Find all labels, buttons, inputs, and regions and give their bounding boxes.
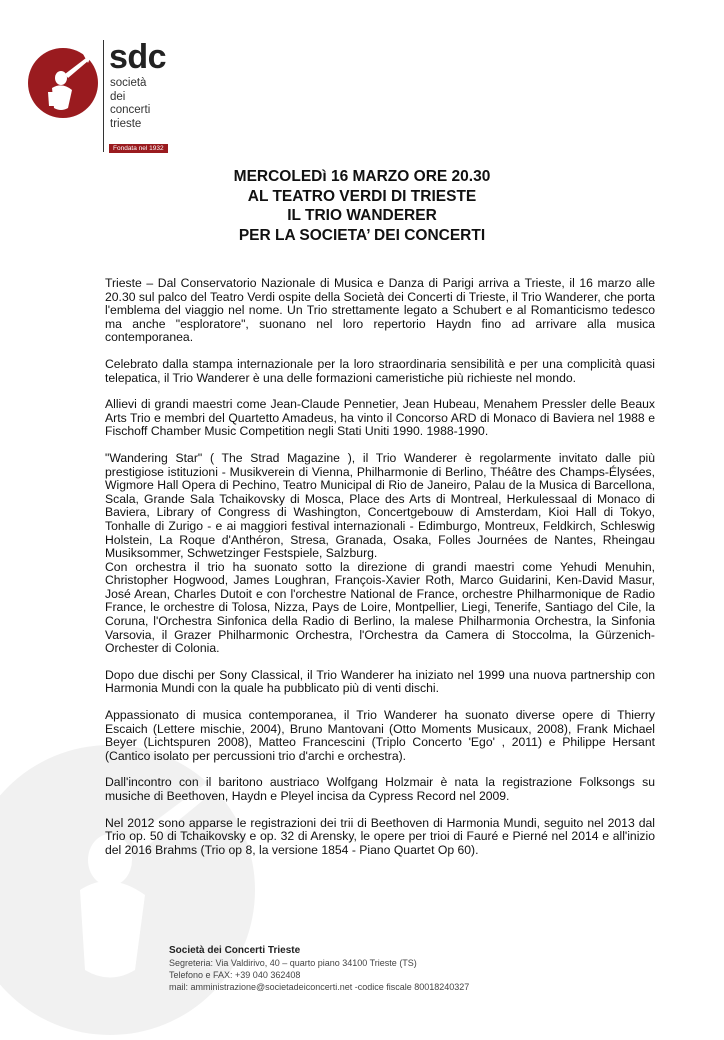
footer-title: Società dei Concerti Trieste xyxy=(169,945,301,956)
paragraph: "Wandering Star" ( The Strad Magazine ), il Trio Wanderer è regolarmente invitato dalle più prestigiose istituzioni - Musikverein di Vienna, Philharmonie di Berlino, Théâtre des Champs-Élysées, Wigmore Hall Opera di Pechino, Teatro Municipal di Rio de Janeiro, Palau de la Musica di Barcellona, Scala, Grande Sala Tchaikovsky di Mosca, Place des Arts di Montreal, Herkulessaal di Monaco di Baviera, Library of Congress di Washington, Concertgebouw di Amsterdam, Kioi Hall di Tokyo, Tonhalle di Zurigo - e ai maggiori festival internazionali - Edimburgo, Montreux, Feldkirch, Schleswig Holstein, La Roque d'Anthéron, Stresa, Granada, Osaka, Folles Journées de Nantes, Rheingau Musiksommer, Schwetzinger Festspiele, Salzburg. xyxy=(105,450,655,561)
trumpeter-emblem-icon xyxy=(28,48,98,118)
footer-contact xyxy=(169,945,469,993)
paragraph: Trieste – Dal Conservatorio Nazionale di Musica e Danza di Parigi arriva a Trieste, il 16 marzo alle 20.30 sul palco del Teatro Verdi ospite della Società dei Concerti di Trieste, il Trio Wanderer, che porta l'emblema del viaggio nel nome. Un Trio strettamente legato a Schubert e al Romanticismo tedesco ma anche "esploratore", suonano nel loro repertorio Haydn fino ad arrivare alla musica contemporanea. xyxy=(105,276,655,345)
logo-divider xyxy=(103,40,104,152)
paragraph: Dall'incontro con il baritono austriaco Wolfgang Holzmair è nata la registrazione Folksongs su musiche di Beethoven, Haydn e Pleyel incisa da Cypress Record nel 2009. xyxy=(105,775,655,803)
footer-email: mail: amministrazione@societadeiconcerti.net -codice fiscale 80018240327 xyxy=(169,982,470,992)
article-body xyxy=(105,277,655,870)
logo-name-line: società dei xyxy=(110,77,147,103)
paragraph: Nel 2012 sono apparse le registrazioni dei trii di Beethoven di Harmonia Mundi, seguito nel 2013 dal Trio op. 50 di Tchaikovsky e op. 32 di Arensky, le opere per trioi di Fauré e Pierné nel 2014 e all'inizio del 2016 Brahms (Trio op 8, la versione 1854 - Piano Quartet Op 60). xyxy=(105,815,655,857)
logo-full-name xyxy=(110,77,150,131)
paragraph: Appassionato di musica contemporanea, il Trio Wanderer ha suonato diverse opere di Thierry Escaich (Lettere mischie, 2004), Bruno Mantovani (Otto Moments Musicaux, 2008), Frank Michael Beyer (Lichtspuren 2008), Matteo Francescini (Triplo Concerto 'Ego' , 2011) e Philippe Hersant (Cantico isolato per percussioni trio d'archi e orchestra). xyxy=(105,708,655,763)
logo-name-line: trieste xyxy=(110,117,142,130)
paragraph: Dopo due dischi per Sony Classical, il Trio Wanderer ha iniziato nel 1999 una nuova partnership con Harmonia Mundi con la quale ha pubblicato più di venti dischi. xyxy=(105,667,655,696)
paragraph: Celebrato dalla stampa internazionale per la loro straordinaria sensibilità e per una complicità quasi telepatica, il Trio Wanderer è una delle formazioni cameristiche più richieste nel mondo. xyxy=(105,356,655,385)
headline-line: IL TRIO WANDERER xyxy=(287,207,437,224)
founded-badge: Fondata nel 1932 xyxy=(109,144,168,153)
paragraph: Con orchestra il trio ha suonato sotto la direzione di grandi maestri come Yehudi Menuhin, Christopher Hogwood, James Loughran, François-Xavier Roth, Marco Guidarini, Ken-David Masur, José Arean, Charles Dutoit e con l'orchestre National de France, orchestre Philharmonique de Radio France, le orchestre di Tolosa, Nizza, Pays de Loire, Montpellier, Liegi, Tenerife, Santiago del Cile, la Coruna, l'Orchestra Sinfonica della Radio di Berlino, la malese Philharmonia Orchestra, la Sinfonia Varsovia, il Grazer Philharmonic Orchestra, l'Orchestra da Camera di Stoccolma, la Gürzenich-Orchester di Colonia. xyxy=(105,559,655,656)
headline-line: PER LA SOCIETA’ DEI CONCERTI xyxy=(238,226,486,244)
paragraph: Allievi di grandi maestri come Jean-Claude Pennetier, Jean Hubeau, Menahem Pressler delle Beaux Arts Trio e membri del Quartetto Amadeus, ha vinto il Concorso ARD di Monaco di Baviera nel 1988 e Fischoff Chamber Music Competition negli Stati Uniti 1990. 1988-1990. xyxy=(105,397,655,439)
footer-address: Segreteria: Via Valdirivo, 40 – quarto piano 34100 Trieste (TS) xyxy=(169,958,417,968)
headline-line: MERCOLEDì 16 MARZO ORE 20.30 xyxy=(233,168,491,185)
logo-abbreviation: sdc xyxy=(109,38,167,76)
footer-phone: Telefono e FAX: +39 040 362408 xyxy=(169,970,301,980)
logo-name-line: concerti xyxy=(110,104,151,116)
headline-line: AL TEATRO VERDI DI TRIESTE xyxy=(247,187,477,205)
press-release-headline xyxy=(0,167,724,245)
